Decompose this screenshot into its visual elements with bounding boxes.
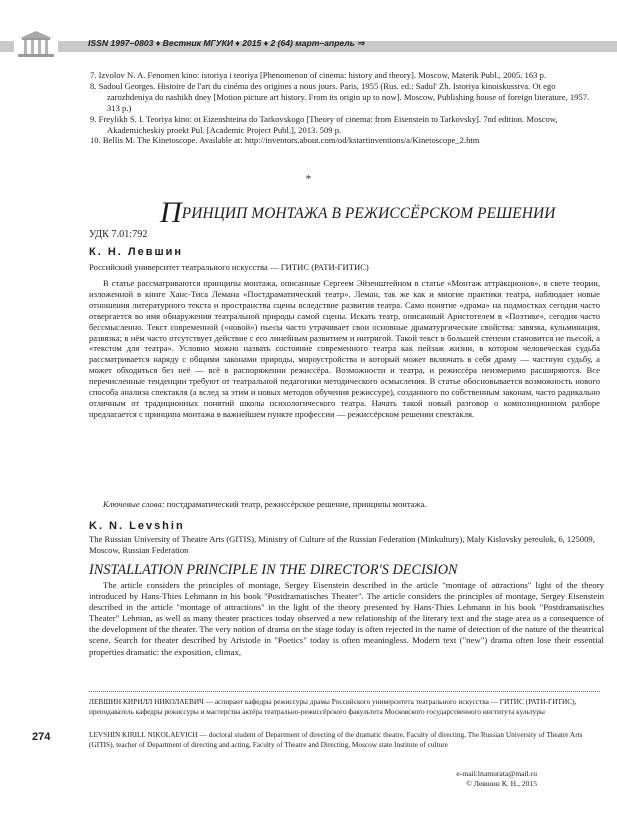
- copyright: © Левшин К. Н., 2015: [466, 779, 537, 788]
- title-ru-rest: РИНЦИП МОНТАЖА В РЕЖИССЁРСКОМ РЕШЕНИИ: [181, 205, 556, 222]
- author-email: e-mail:lnamurata@mail.ru: [456, 769, 537, 778]
- udc-code: УДК 7.01:792: [89, 229, 148, 240]
- reference-item: 7. Izvolov N. A. Fenomen kino: istoriya i teoriya [Phenomenon of cinema: history and theory]. Moscow, Materik Publ., 2005. 163 p.: [90, 70, 547, 80]
- author-name-en: K. N. Levshin: [89, 520, 185, 532]
- abstract-ru-text: В статье рассматриваются принципы монтажа, описанные Сергеем Эйзенштейном в статье «Монтаж аттракционов», в свете теории, изложенной в книге Ханс-Тиса Лемана «Постдраматический театр». Леман, так же как и многие практики театра, наблюдает новые отношения литературного текста и пространства сцены вследствие развития театра. Само понятие «драма» на подмостках сегодня часто отвергается во имя обнаружения театральной природы самой сцены. Искать театр, описанный Аристотелем в «Поэтике», сегодня часто бессмысленно. Текст современной («новой») пьесы часто утрачивает свои основные драматургические свойства: завязка, кульминация, развязка; в нём часто отсутствует действие с его линейным развитием и интригой. Такой текст в большей степени становится не пьесой, а «текстом для театра». Условно можно назвать состояние современного театра как пейзаж жизни, в котором человеческая судьба рассматривается наряду с общими законами природы, мироустройства и который может включать в себя драму — частную судьбу, а может обходиться без неё — всё в распоряжении режиссёра. Возможности и театра, и режиссёра неизмеримо расширяются. Все перечисленные тенденции требуют от театральной педагогики методического осмысления. В статье обосновывается возможность нового способа анализа спектакля (а вслед за этим и новых методов обучения режиссуре), созданного по собственным законам, часто радикально отличным от традиционных понятий школы психологического театра. Начать такой новый разговор о композиционном разборе предлагается с принципа монтажа в важнейшем пункте профессии — режиссёрском решении спектакля.: [89, 278, 600, 419]
- article-title-en: INSTALLATION PRINCIPLE IN THE DIRECTOR'S DECISION: [89, 562, 458, 578]
- journal-issn-line: ISSN 1997–0803 ♦ Вестник МГУКИ ♦ 2015 ♦ 2 (64) март–апрель ⇒: [88, 38, 365, 48]
- footnote-author-ru: ЛЕВШИН КИРИЛЛ НИКОЛАЕВИЧ — аспирант кафедры режиссуры драмы Российского университета театрального искусства — ГИТИС (РАТИ-ГИТИС), преподаватель кафедры режиссуры и мастерства актёра театрально-режиссёрского факультета Московского государственного института культуры: [89, 697, 577, 716]
- author-affiliation-en: The Russian University of Theatre Arts (GITIS), Ministry of Culture of the Russian Federation (Minkultury), Maly Kislovsky pereulok, 6, 125009, Moscow, Russian Federation: [89, 534, 595, 555]
- keywords-label: Ключевые слова:: [103, 499, 165, 509]
- reference-item: 10. Bellis M. The Kinetoscope. Available at: http://inventors.about.com/od/kstartinventions/a/Kinetoscope_2.htm: [90, 135, 480, 146]
- reference-item: 9. Freylikh S. I. Teoriya kino: ot Eizenshteina do Tarkovskogo [Theory of cinema: from Eisenstein to Tarkovsky]. 7nd edition. Moscow, Akademicheskiy proekt Pul. [Academic Project Publ.], 2013. 509 p.: [90, 113, 558, 135]
- abstract-en-text: The article considers the principles of montage, Sergey Eisenstein described in the article "montage of attractions" light of the theory introduced by Hans-Thies Lehmann in his book "Postdramatisches Theater". The article considers the principles of montage, Sergey Eisenstein described in the article "montage of attractions" in the light of the theory presented by Hans-Thies Lehmann in his book "Postdramatisches Theater" Lehman, as well as many theater practices today observed a new relationship of the literary text and the stage area as a consequence of the development of the theater. The very notion of drama on the stage today is often rejected in the name of detection of the nature of the theatrical scene. Search for theater described by Aristotle in "Poetics" today is often meaningless. Modern text ("new") drama often lose their essential properties dramatic: the exposition, climax,: [89, 580, 604, 657]
- section-separator-star: *: [305, 173, 312, 185]
- title-drop-cap: П: [160, 196, 182, 229]
- reference-item: 8. Sadoul Georges. Histoire de l'art du cinéma des origines a nous jours. Paris, 1955 (Rus. ed.: Sadul' Zh. Istoriya kinoiskusstva. Ot ego zarozhdeniya do nashikh dney [Motion picture art history. From its origin up to now]. Moscow, Publishing house of foreign literature, 1957. 313 p.): [90, 80, 590, 113]
- article-title-ru: [160, 196, 556, 229]
- footnote-separator: [89, 691, 600, 692]
- abstract-en: [89, 580, 604, 658]
- journal-logo-icon: [14, 28, 58, 60]
- keywords-ru: [89, 499, 600, 510]
- page-number: 274: [32, 731, 51, 743]
- author-affiliation-ru: Российский университет театрального искусства — ГИТИС (РАТИ-ГИТИС): [89, 262, 369, 272]
- footnote-author-en: LEVSHIN KIRILL NIKOLAEVICH — doctoral student of Department of directing of the dramatic theatre, Faculty of directing, The Russian University of Theatre Arts (GITIS), teacher of Department of directing and acting, Faculty of Theatre and Directing, Moscow state Institute of culture: [89, 730, 583, 749]
- reference-list: [90, 70, 596, 146]
- keywords-text: постдраматический театр, режиссёрское решение, принципы монтажа.: [166, 499, 427, 509]
- author-name-ru: К. Н. Левшин: [89, 246, 184, 258]
- abstract-ru: [89, 278, 600, 420]
